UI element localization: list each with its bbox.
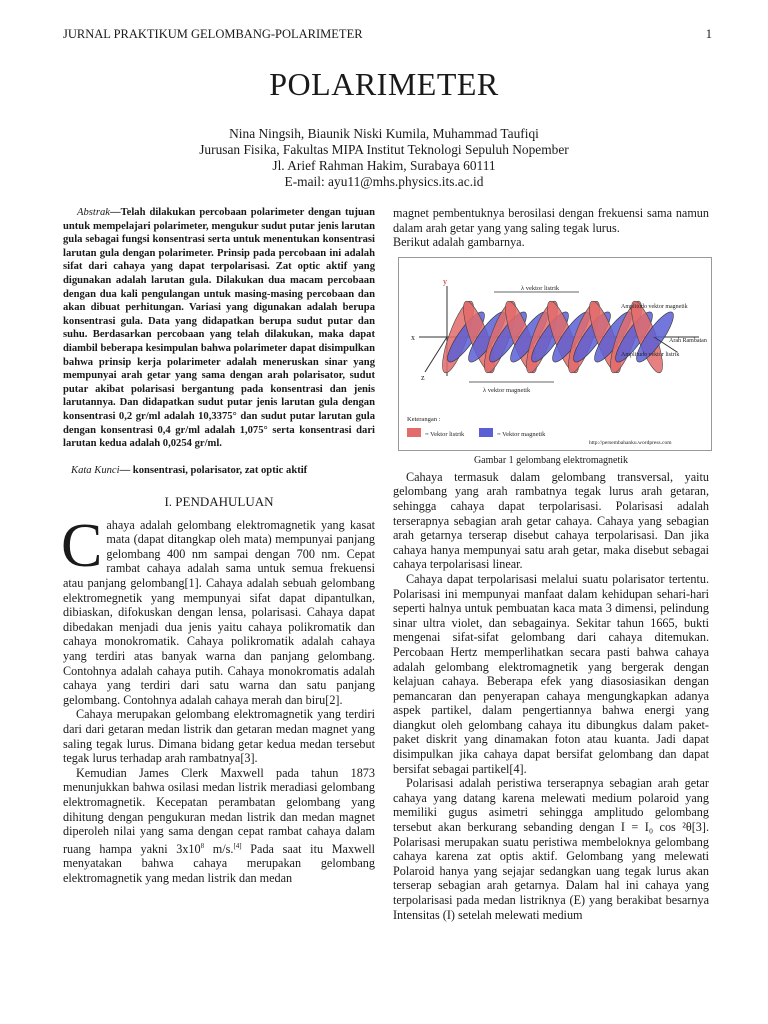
legend-m-swatch <box>479 428 493 437</box>
left-column <box>63 206 375 886</box>
keywords <box>63 465 375 476</box>
legend-m-label: = Vektor magnetik <box>497 430 546 438</box>
running-header <box>63 27 712 42</box>
lambda-e-label: λ vektor listrik <box>521 284 560 292</box>
abstract-text: —Telah dilakukan percobaan polarimeter dengan tujuan untuk mempelajari polarimeter, mengukur sudut putar jenis larutan gula sebagai fungsi konsentrasi serta untuk menentukan konsentrasi larutan gula dengan polarimeter. Prinsip pada percobaan ini adalah sifat dari cahaya yang dapat terpolarisasi. Zat optic aktif yang digunakan adalah larutan gula. Dilakukan dua macam percobaan dengan dua kali pengulangan untuk masing-masing percobaan dan akan dibuat perhitungan. Variasi yang digunakan adalah berupa konsentrasi gula. Data yang didapatkan berupa sudut putar dan suhu. Berdasarkan percobaan yang telah dilakukan, maka dapat diambil beberapa kesimpulan bahwa polarimeter dapat disimpulkan bahwa prinsip kerja polarimeter adalah meneruskan sinar yang mempunyai arah getar yang sama dengan arah polarisator, sudut putar akibat polarisasi bergantung pada konsentrasi dan jenis larutannya. Dan didapatkan sudut putar jenis larutan gula dengan konsentrasi 0,2 gr/ml adalah 10,3375° dan sudut putar larutan gula dengan konsentrasi 0,4 gr/ml adalah 1,075° serta konsentrasi dari larutan kedua adalah 0,0254 gr/ml. <box>63 207 375 450</box>
address: Jl. Arief Rahman Hakim, Surabaya 60111 <box>272 158 496 173</box>
legend-title: Keterangan : <box>407 415 441 423</box>
x-label: x <box>411 332 415 342</box>
section-heading: I. PENDAHULUAN <box>164 493 274 509</box>
drop-cap: C <box>61 511 103 580</box>
direction-label: Arah Rambatan <box>669 337 707 344</box>
z-label: z <box>421 372 425 382</box>
right-column <box>393 206 709 922</box>
intro-p1-text: ahaya adalah gelombang elektromagnetik yang kasat mata (dapat ditangkap oleh mata) mempunyai panjang gelombang 400 nm sampai dengan 700 nm. Cepat rambat cahaya adalah sama untuk semua frekuensi atau panjang gelombang[1]. Cahaya adalah sebuah gelombang elektromegnetik yang mempunyai sifat dapat dipantulkan, dibiaskan, difokuskan dengan lensa, polarisasi. Cahaya dapat dibedakan menjadi dua jenis yaitu cahaya polikromatik dan cahaya monokromatik. Cahaya polikromatik adalah cahaya yang terdiri atas banyak warna dan panjang gelombang. Contohnya adalah cahaya putih. Cahaya monokromatis adalah cahaya yang terdiri dari satu warna dan satu panjang gelombang. Contohnya adalah cahaya merah dan biru[2]. <box>63 517 375 707</box>
right-paragraph-5: Polarisasi adalah peristiwa terserapnya sebagian arah getar cahaya yang datang karena melewati medium polaroid yang memiliki gugus asimetri sehingga amplitudo gelombang tersebut akan berkurang sebanding dengan I = I₀ cos ²θ[3]. Polarisasi merupakan suatu peristiwa membeloknya gelombang cahaya karena zat optis aktif. Gelombang yang melewati Polaroid hanya yang sejajar sedangkan uang tegak lurus akan terserap sebagian arah getarnya. Dalam hal ini cahaya yang terpolarisasi pada medan listriknya (E) yang berakibat besarnya Intensitas (I) setelah melewati medium <box>393 776 709 922</box>
intro-p3-c: Pada saat itu Maxwell menyatakan bahwa cahaya merupakan gelombang elektromagnetik yang medan listrik dan medan <box>63 841 376 885</box>
author-names: Nina Ningsih, Biaunik Niski Kumila, Muhammad Taufiqi <box>229 126 539 141</box>
right-paragraph-4: Cahaya dapat terpolarisasi melalui suatu polarisator tertentu. Polarisasi ini mempunyai manfaat dalam kehidupan sehari-hari seperti halnya untuk pembuatan kaca mata 3 dimensi, pelindung sinar ultra violet, dan sebagainya. Sekitar tahun 1665, bukti mengenai sifat-sifat gelombang dari cahaya ditemukan. Percobaan Hertz memperlihatkan secara pasti bahwa cahaya adalah gelombang elektromagnetik yang bergerak dengan kelajuan cahaya. Beberapa efek yang diasosiasikan dengan pemancaran dan penyerapan cahaya mengungkapkan adanya aspek partikel, dalam pengertiannya bahwa energi yang diangkut oleh gelombang cahaya itu dibungkus dalam paket-paket diskrit yang dinamakan foton atau kuanta. Jadi dapat disimpulkan jika cahaya dapat bersifat gelombang dan dapat bersifat sebagai partikel[4]. <box>393 571 709 776</box>
figure-source: http://persembahanku.wordpress.com <box>589 439 672 446</box>
intro-p3-b: m/s. <box>204 841 234 856</box>
page-number: 1 <box>705 27 712 41</box>
abstract <box>63 206 375 451</box>
amp-e-label: Amplitudo vektor listrik <box>621 351 680 358</box>
figure-em-wave <box>398 257 712 451</box>
em-wave-diagram <box>399 258 711 450</box>
abstract-label: Abstrak <box>77 207 110 218</box>
affiliation: Jurusan Fisika, Fakultas MIPA Institut Teknologi Sepuluh Nopember <box>199 142 569 157</box>
keywords-label: Kata Kunci <box>71 464 120 476</box>
y-label: y <box>443 276 447 286</box>
citation: [4] <box>233 841 242 850</box>
figure-caption: Gambar 1 gelombang elektromagnetik <box>473 454 629 466</box>
email: E-mail: ayu11@mhs.physics.its.ac.id <box>284 174 484 189</box>
legend-e-swatch <box>407 428 421 437</box>
intro-p3-a: Kemudian James Clerk Maxwell pada tahun 1873 menunjukkan bahwa osilasi medan listrik meradiasi gelombang elektromagnetik. Kecepatan perambatan gelombang yang dihitung dengan pengukuran medan listrik dan medan magnet diperoleh nilai yang sama dengan cepat rambat cahaya dalam ruang hampa yakni 3x10 <box>63 765 375 856</box>
intro-paragraph-3 <box>63 766 375 886</box>
lambda-m-label: λ vektor magnetik <box>483 386 531 394</box>
legend-e-label: = Vektor listrik <box>425 430 465 438</box>
journal-name: JURNAL PRAKTIKUM GELOMBANG-POLARIMETER <box>63 27 363 41</box>
exponent: 8 <box>200 841 205 850</box>
author-block <box>0 126 768 190</box>
right-paragraph-3: Cahaya termasuk dalam gelombang transversal, yaitu gelombang yang arah rambatnya tegak lurus arah getaran, sehingga cahaya dapat terpolarisasi. Polarisasi adalah terserapnya sebagian arah getar cahaya. Cahaya yang sebagian arah getarnya terserap disebut cahaya terpolarisasi. Dan jika cahaya hanya mempunyai satu arah getar, maka disebut sebagai cahaya terpolarisasi linear. <box>393 469 709 572</box>
keywords-text: — konsentrasi, polarisator, zat optic aktif <box>119 464 308 476</box>
right-paragraph-1: magnet pembentuknya berosilasi dengan frekuensi sama namun dalam arah getar yang yang saling tegak lurus. <box>393 206 709 235</box>
amp-m-label: Amplitudo vektor magnetik <box>621 303 688 310</box>
paper-title: POLARIMETER <box>269 66 499 102</box>
right-paragraph-2: Berikut adalah gambarnya. <box>393 235 525 250</box>
intro-paragraph-1 <box>61 511 375 708</box>
intro-paragraph-2: Cahaya merupakan gelombang elektromagnetik yang terdiri dari dari getaran medan listrik dan getaran medan magnet yang saling tegak lurus. Dimana bidang getar kedua medan tersebut tegak lurus terhadap arah rambatnya[3]. <box>63 707 375 766</box>
